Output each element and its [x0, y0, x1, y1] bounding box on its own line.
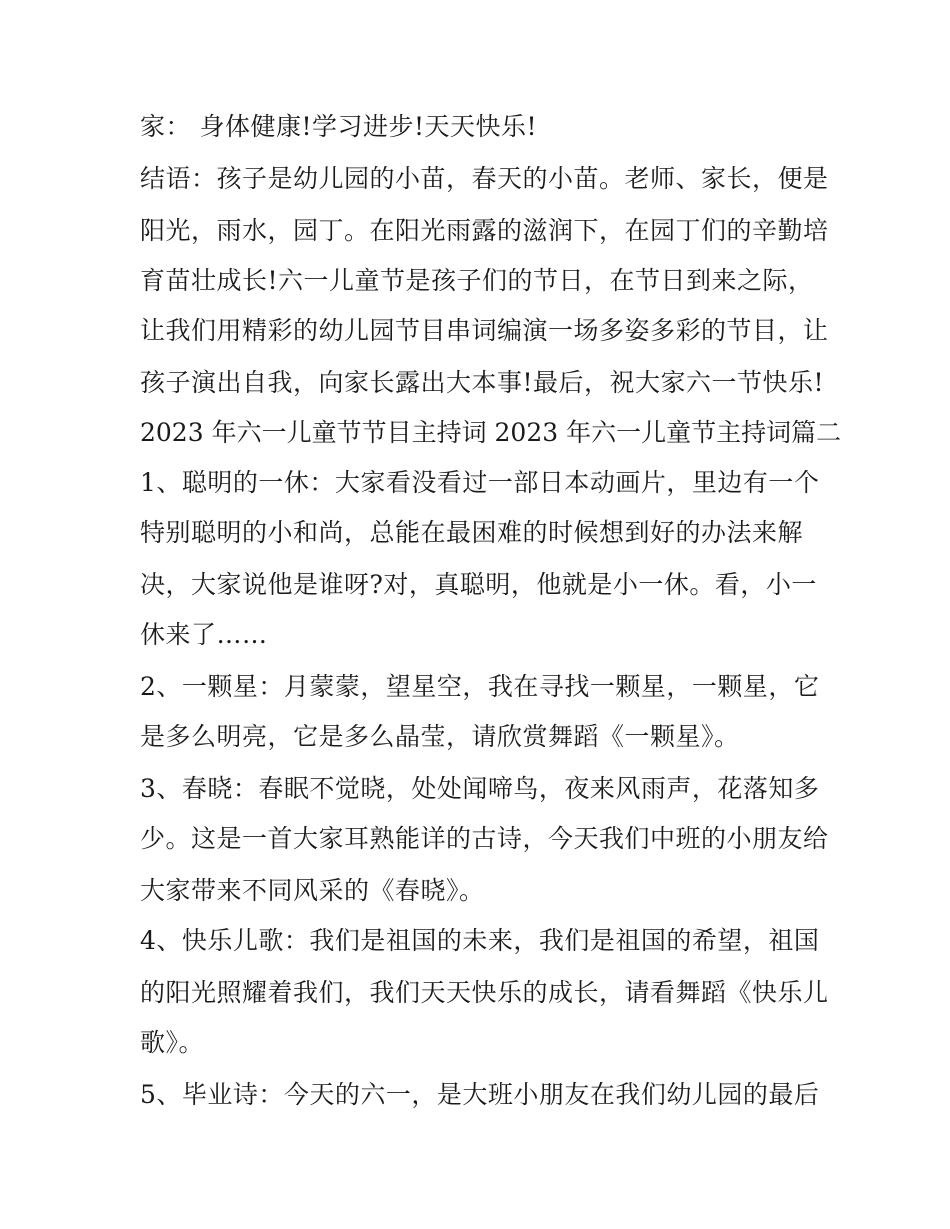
text-line: 2、一颗星：月蒙蒙，望星空，我在寻找一颗星，一颗星，它	[140, 672, 820, 701]
text-line: 1、聪明的一休：大家看没看过一部日本动画片，里边有一个	[140, 468, 820, 497]
text-line: 4、快乐儿歌：我们是祖国的未来，我们是祖国的希望，祖国	[140, 926, 820, 955]
text-line: 育苗壮成长!六一儿童节是孩子们的节日，在节日到来之际，	[140, 266, 814, 295]
text-line: 特别聪明的小和尚，总能在最困难的时候想到好的办法来解	[140, 518, 804, 547]
text-line: 大家带来不同风采的《春晓》。	[140, 876, 485, 905]
text-line: 孩子演出自我，向家长露出大本事!最后，祝大家六一节快乐!	[140, 368, 825, 397]
text-line: 是多么明亮，它是多么晶莹，请欣赏舞蹈《一颗星》。	[140, 722, 740, 751]
text-line: 休来了……	[140, 620, 268, 649]
text-line: 少。这是一首大家耳熟能详的古诗，今天我们中班的小朋友给	[140, 824, 829, 853]
text-line: 结语：孩子是幼儿园的小苗，春天的小苗。老师、家长，便是	[140, 164, 829, 193]
text-line: 5、毕业诗：今天的六一，是大班小朋友在我们幼儿园的最后	[140, 1080, 820, 1109]
text-line: 家： 身体健康!学习进步!天天快乐!	[140, 112, 538, 141]
section-heading: 2023 年六一儿童节节目主持词 2023 年六一儿童节主持词篇二	[140, 418, 842, 447]
text-line: 的阳光照耀着我们，我们天天快乐的成长，请看舞蹈《快乐儿	[140, 978, 829, 1007]
text-line: 决，大家说他是谁呀?对，真聪明，他就是小一休。看，小一	[140, 570, 817, 599]
text-line: 阳光，雨水，园丁。在阳光雨露的滋润下，在园丁们的辛勤培	[140, 216, 829, 245]
text-line: 让我们用精彩的幼儿园节目串词编演一场多姿多彩的节目，让	[140, 316, 829, 345]
text-line: 3、春晓：春眠不觉晓，处处闻啼鸟，夜来风雨声，花落知多	[140, 774, 820, 803]
text-line: 歌》。	[140, 1028, 205, 1057]
